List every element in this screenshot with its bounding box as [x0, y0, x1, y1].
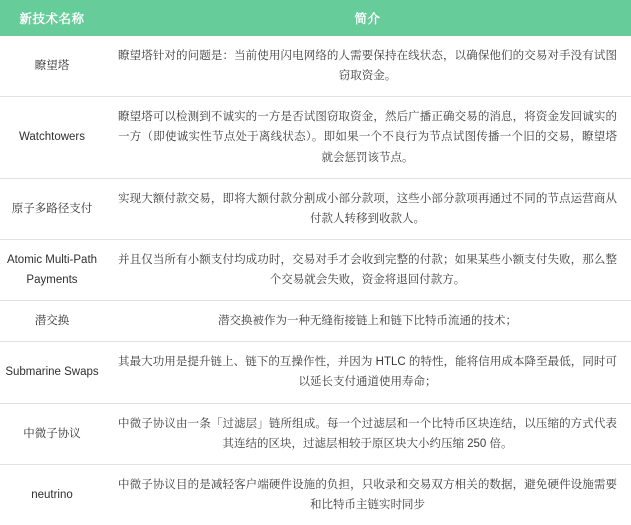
- cell-tech-desc: 中微子协议由一条「过滤层」链所组成。每一个过滤层和一个比特币区块连结，以压缩的方式代表其连结的区块，过滤层相较于原区块大小约压缩 250 倍。: [104, 403, 631, 464]
- table-row: [0, 36, 631, 97]
- cell-tech-desc: 实现大额付款交易，即将大额付款分割成小部分款项，这些小部分款项再通过不同的节点运营商从付款人转移到收款人。: [104, 178, 631, 239]
- table-row: [0, 342, 631, 403]
- table-row: [0, 97, 631, 178]
- table-row: [0, 464, 631, 525]
- table-header: [0, 0, 631, 36]
- cell-tech-desc: 瞭望塔针对的问题是：当前使用闪电网络的人需要保持在线状态，以确保他们的交易对手没有试图窃取资金。: [104, 36, 631, 97]
- cell-tech-name: 瞭望塔: [0, 36, 104, 97]
- table-body: [0, 36, 631, 525]
- table-header-row: [0, 0, 631, 36]
- cell-tech-name: neutrino: [31, 488, 73, 501]
- cell-tech-name: 潜交换: [0, 301, 104, 342]
- table-row: [0, 403, 631, 464]
- cell-tech-name: 原子多路径支付: [0, 178, 104, 239]
- cell-tech-desc: 瞭望塔可以检测到不诚实的一方是否试图窃取资金，然后广播正确交易的消息，将资金发回诚实的一方（即使诚实性节点处于离线状态）。即如果一个不良行为节点试图传播一个旧的交易，瞭望塔就会惩罚该节点。: [104, 97, 631, 178]
- cell-tech-name: Atomic Multi-Path Payments: [0, 239, 104, 300]
- cell-tech-desc: 中微子协议目的是减轻客户端硬件设施的负担，只收录和交易双方相关的数据，避免硬件设施需要和比特币主链实时同步: [118, 478, 617, 511]
- column-header-name: 新技术名称: [0, 0, 104, 36]
- table-row: [0, 178, 631, 239]
- cell-tech-name: 中微子协议: [0, 403, 104, 464]
- cell-tech-name: Submarine Swaps: [0, 342, 104, 403]
- cell-tech-name: Watchtowers: [0, 97, 104, 178]
- table-row: [0, 239, 631, 300]
- cell-tech-desc: 并且仅当所有小额支付均成功时，交易对手才会收到完整的付款；如果某些小额支付失败，那么整个交易就会失败，资金将退回付款方。: [104, 239, 631, 300]
- table-row: [0, 301, 631, 342]
- cell-tech-desc: 潜交换被作为一种无缝衔接链上和链下比特币流通的技术；: [104, 301, 631, 342]
- cell-tech-desc: 其最大功用是提升链上、链下的互操作性，并因为 HTLC 的特性，能将信用成本降至最低，同时可以延长支付通道使用寿命；: [104, 342, 631, 403]
- column-header-desc: 简介: [104, 0, 631, 36]
